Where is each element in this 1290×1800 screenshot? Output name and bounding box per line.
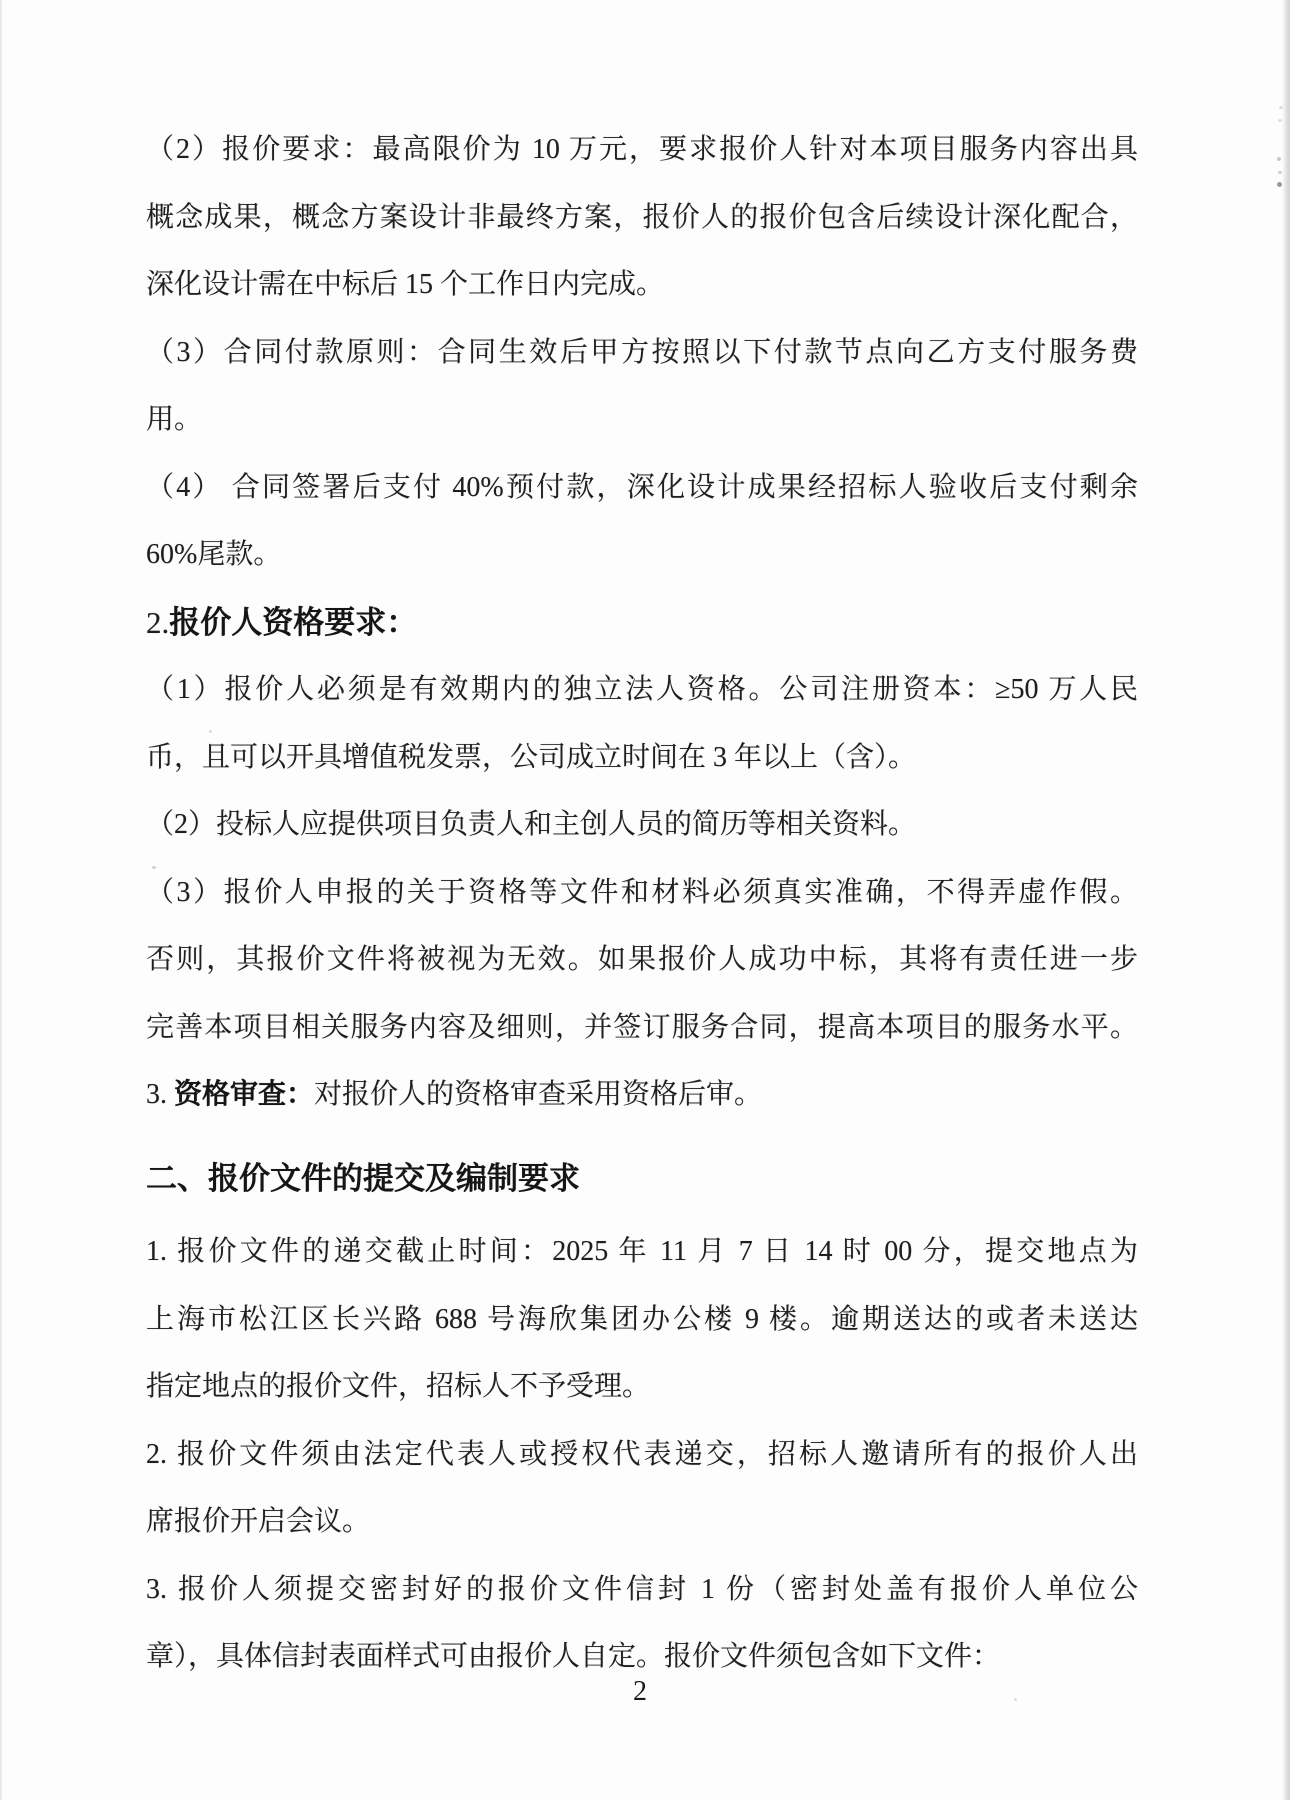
document-text: 60%尾款。 [146, 539, 282, 570]
scan-left-edge [0, 0, 2, 1800]
document-text: 深化设计需在中标后 15 个工作日内完成。 [146, 269, 665, 300]
document-line [146, 1421, 1138, 1489]
document-line [146, 724, 1138, 792]
document-text: 币，且可以开具增值税发票，公司成立时间在 3 年以上（含）。 [146, 741, 917, 773]
document-text: 概念成果，概念方案设计非最终方案，报价人的报价包含后续设计深化配合， [146, 201, 1138, 233]
document-text: 2. [146, 604, 170, 640]
document-line [146, 859, 1138, 927]
document-line [146, 1218, 1138, 1286]
document-line [146, 1286, 1138, 1354]
document-line [146, 1353, 1138, 1421]
document-text: 2. 报价文件须由法定代表人或授权代表递交，招标人邀请所有的报价人出 [146, 1438, 1138, 1470]
document-line [146, 386, 1138, 454]
document-text: 上海市松江区长兴路 688 号海欣集团办公楼 9 楼。逾期送达的或者未送达 [146, 1303, 1138, 1335]
document-text: 章），具体信封表面样式可由报价人自定。报价文件须包含如下文件： [146, 1641, 1001, 1672]
scan-speck [1277, 182, 1282, 187]
document-text: 席报价开启会议。 [146, 1506, 371, 1537]
document-text: （3）报价人申报的关于资格等文件和材料必须真实准确，不得弄虚作假。 [146, 876, 1138, 908]
document-text: 3. 报价人须提交密封好的报价文件信封 1 份（密封处盖有报价人单位公 [146, 1573, 1138, 1605]
document-text: 用。 [146, 404, 203, 435]
document-line [146, 1488, 1138, 1556]
document-text: 对报价人的资格审查采用资格后审。 [314, 1079, 763, 1110]
document-line [146, 521, 1138, 589]
document-text: 完善本项目相关服务内容及细则，并签订服务合同，提高本项目的服务水平。 [146, 1011, 1138, 1043]
document-text: 1. 报价文件的递交截止时间：2025 年 11 月 7 日 14 时 00 分，提交地点为 [146, 1236, 1138, 1267]
document-line [146, 994, 1138, 1062]
document-line [146, 926, 1138, 994]
scan-right-edge [1282, 0, 1290, 1800]
scan-speck [1278, 171, 1282, 174]
document-text-bold: 资格审查： [174, 1079, 315, 1110]
scan-speck [1279, 106, 1283, 109]
document-line [146, 1145, 1138, 1213]
document-line [146, 1061, 1138, 1129]
document-line [146, 791, 1138, 859]
document-line [146, 454, 1138, 522]
scan-speck [1278, 119, 1282, 122]
document-text: 否则，其报价文件将被视为无效。如果报价人成功中标，其将有责任进一步 [146, 944, 1138, 975]
scan-speck [1277, 157, 1281, 161]
document-text: （3）合同付款原则：合同生效后甲方按照以下付款节点向乙方支付服务费 [146, 336, 1138, 368]
document-text: （1）报价人必须是有效期内的独立法人资格。公司注册资本：≥50 万人民 [146, 674, 1138, 705]
document-line [146, 589, 1138, 657]
page-number: 2 [633, 1676, 647, 1707]
document-text: （2）报价要求：最高限价为 10 万元，要求报价人针对本项目服务内容出具 [146, 134, 1138, 165]
scan-speck [152, 866, 156, 869]
document-text: 3. [146, 1079, 174, 1110]
document-line [146, 1556, 1138, 1624]
document-text: 指定地点的报价文件，招标人不予受理。 [146, 1371, 651, 1402]
document-line [146, 319, 1138, 387]
document-text-bold: 二、报价文件的提交及编制要求 [146, 1160, 580, 1196]
document-line [146, 251, 1138, 319]
document-body [146, 116, 1138, 1691]
document-text: （2）投标人应提供项目负责人和主创人员的简历等相关资料。 [146, 809, 917, 840]
document-line [146, 116, 1138, 184]
document-line [146, 656, 1138, 724]
document-text-bold: 报价人资格要求： [169, 604, 418, 640]
scan-speck [209, 730, 212, 733]
document-line [146, 184, 1138, 252]
document-text: （4） 合同签署后支付 40%预付款，深化设计成果经招标人验收后支付剩余 [146, 471, 1138, 503]
scan-speck [1014, 1698, 1017, 1701]
